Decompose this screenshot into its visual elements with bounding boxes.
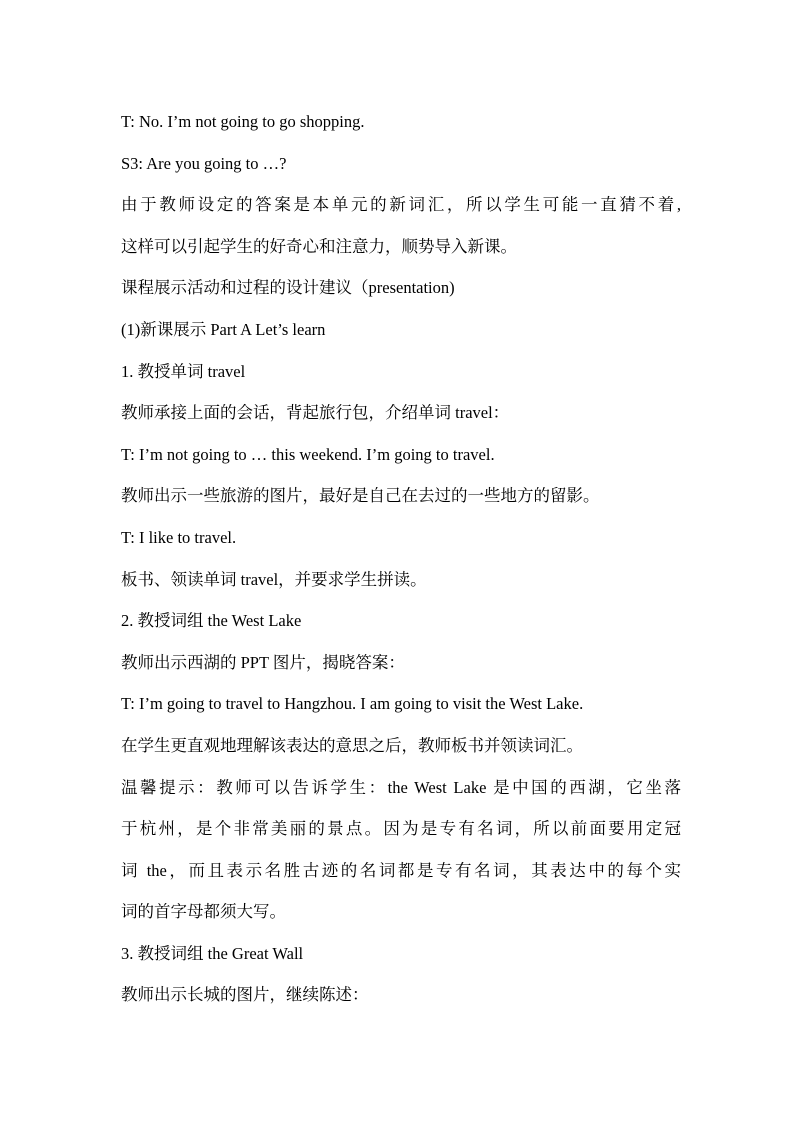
tip-paragraph-line-4: 词的首字母都须大写。	[121, 902, 286, 922]
subsection-heading-part-a: (1)新课展示 Part A Let’s learn	[121, 319, 326, 339]
section-heading-presentation: 课程展示活动和过程的设计建议（presentation)	[121, 278, 455, 298]
dialogue-line-teacher-hangzhou: T: I’m going to travel to Hangzhou. I am going to visit the West Lake.	[121, 694, 584, 714]
paragraph-board-writing-travel: 板书、领读单词 travel，并要求学生拼读。	[121, 569, 427, 589]
paragraph-show-west-lake-ppt: 教师出示西湖的 PPT 图片，揭晓答案：	[121, 652, 405, 672]
paragraph-answer-explanation-line-2: 这样可以引起学生的好奇心和注意力，顺势导入新课。	[121, 236, 517, 256]
paragraph-answer-explanation-line-1: 由于教师设定的答案是本单元的新词汇，所以学生可能一直猜不着,	[121, 195, 681, 215]
dialogue-line-teacher-like-travel: T: I like to travel.	[121, 527, 237, 547]
paragraph-introduce-travel: 教师承接上面的会话，背起旅行包，介绍单词 travel：	[121, 403, 510, 423]
tip-paragraph-line-2: 于杭州，是个非常美丽的景点。因为是专有名词，所以前面要用定冠	[121, 819, 681, 839]
step-heading-great-wall: 3. 教授词组 the Great Wall	[121, 943, 304, 963]
dialogue-line-teacher-shopping: T: No. I’m not going to go shopping.	[121, 112, 365, 131]
dialogue-line-s3-question: S3: Are you going to …?	[121, 153, 287, 173]
document-body	[121, 101, 681, 1016]
paragraph-show-great-wall: 教师出示长城的图片，继续陈述：	[121, 985, 369, 1005]
tip-paragraph-line-1: 温馨提示：教师可以告诉学生：the West Lake 是中国的西湖，它坐落	[121, 777, 681, 797]
paragraph-show-travel-pictures: 教师出示一些旅游的图片，最好是自己在去过的一些地方的留影。	[121, 486, 600, 506]
paragraph-board-writing-vocabulary: 在学生更直观地理解该表达的意思之后，教师板书并领读词汇。	[121, 735, 583, 755]
tip-paragraph-line-3: 词 the，而且表示名胜古迹的名词都是专有名词，其表达中的每个实	[121, 860, 681, 880]
step-heading-travel: 1. 教授单词 travel	[121, 361, 246, 381]
dialogue-line-teacher-travel: T: I’m not going to … this weekend. I’m going to travel.	[121, 444, 495, 464]
step-heading-west-lake: 2. 教授词组 the West Lake	[121, 611, 302, 631]
